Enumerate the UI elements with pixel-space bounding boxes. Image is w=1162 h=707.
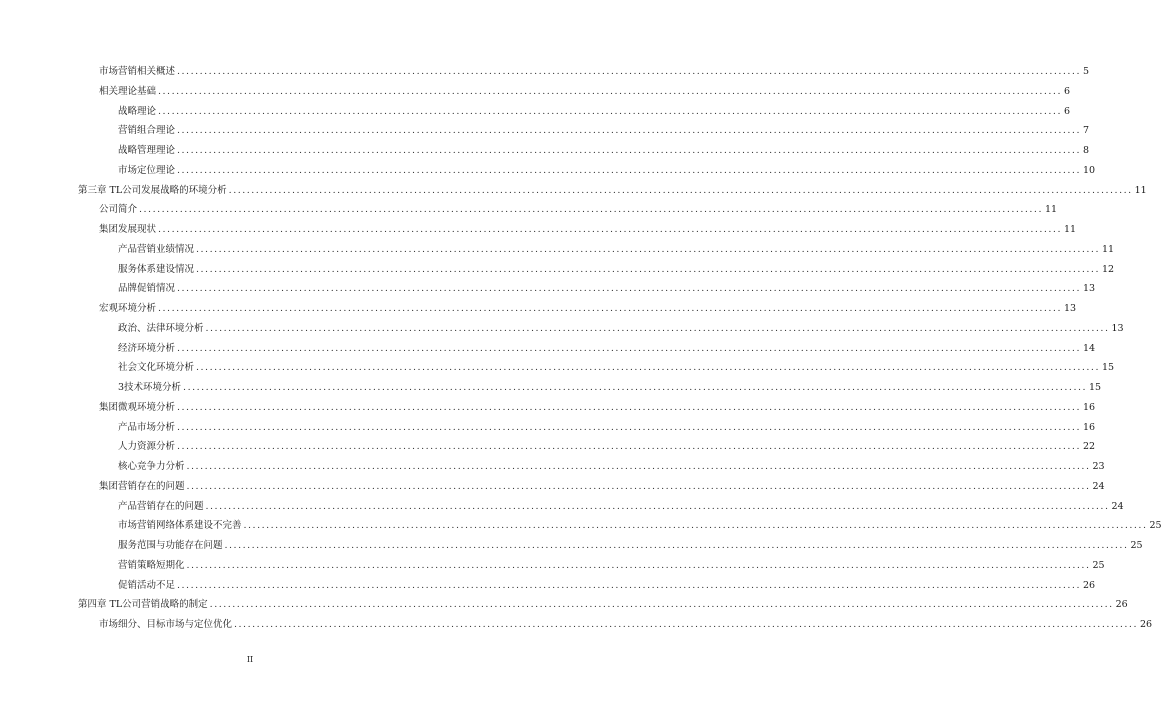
toc-entry[interactable] bbox=[0, 378, 1102, 398]
toc-entry-title: 政治、法律环境分析 bbox=[118, 322, 204, 334]
toc-entry[interactable] bbox=[0, 121, 1090, 141]
toc-leader-dots: ........................................................................................................................................................................................................ bbox=[186, 480, 1091, 492]
toc-entry-page: 25 bbox=[1149, 520, 1162, 532]
toc-entry-page: 12 bbox=[1101, 263, 1115, 275]
toc-leader-dots: ........................................................................................................................................................................................................ bbox=[158, 303, 1062, 315]
toc-entry-page: 7 bbox=[1082, 125, 1090, 137]
toc-entry-title: 宏观环境分析 bbox=[99, 303, 157, 315]
toc-entry-page: 14 bbox=[1082, 342, 1096, 354]
toc-entry[interactable] bbox=[0, 457, 1105, 477]
toc-leader-dots: ........................................................................................................................................................................................................ bbox=[177, 145, 1081, 157]
toc-entry-title: 战略理论 bbox=[118, 105, 157, 117]
toc-entry-page: 23 bbox=[1092, 461, 1105, 473]
toc-leader-dots: ........................................................................................................................................................................................................ bbox=[209, 599, 1114, 611]
toc-entry[interactable] bbox=[0, 141, 1090, 161]
toc-entry-title: 3技术环境分析 bbox=[118, 382, 182, 394]
toc-entry-page: 25 bbox=[1130, 540, 1143, 552]
toc-entry-page: 26 bbox=[1139, 619, 1153, 631]
toc-entry[interactable] bbox=[0, 62, 1090, 82]
toc-leader-dots: ........................................................................................................................................................................................................ bbox=[243, 520, 1148, 532]
toc-entry-title: 集团微观环境分析 bbox=[99, 401, 176, 413]
toc-leader-dots: ........................................................................................................................................................................................................ bbox=[158, 85, 1062, 97]
toc-entry-page: 16 bbox=[1082, 401, 1096, 413]
toc-entry[interactable] bbox=[0, 358, 1115, 378]
toc-entry-title: 市场定位理论 bbox=[118, 164, 176, 176]
toc-entry-title: 产品营销存在的问题 bbox=[118, 500, 204, 512]
toc-leader-dots: ........................................................................................................................................................................................................ bbox=[186, 559, 1091, 571]
page-number: II bbox=[246, 655, 254, 664]
toc-leader-dots: ........................................................................................................................................................................................................ bbox=[158, 224, 1062, 236]
toc-entry-page: 26 bbox=[1082, 579, 1096, 591]
toc-entry[interactable] bbox=[0, 556, 1105, 576]
toc-entry-title: 集团发展现状 bbox=[99, 224, 157, 236]
toc-leader-dots: ........................................................................................................................................................................................................ bbox=[177, 66, 1081, 78]
toc-entry[interactable] bbox=[0, 82, 1071, 102]
toc-entry-page: 15 bbox=[1089, 382, 1102, 394]
toc-entry-title: 人力资源分析 bbox=[118, 441, 176, 453]
toc-entry-page: 13 bbox=[1082, 283, 1096, 295]
toc-leader-dots: ........................................................................................................................................................................................................ bbox=[224, 540, 1129, 552]
toc-leader-dots: ........................................................................................................................................................................................................ bbox=[228, 184, 1133, 196]
toc-entry-page: 24 bbox=[1092, 480, 1105, 492]
toc-leader-dots: ........................................................................................................................................................................................................ bbox=[177, 421, 1081, 433]
toc-entry[interactable] bbox=[0, 339, 1096, 359]
toc-entry-title: 核心竞争力分析 bbox=[118, 461, 185, 473]
toc-leader-dots: ........................................................................................................................................................................................................ bbox=[186, 461, 1091, 473]
toc-entry-title: 服务体系建设情况 bbox=[118, 263, 195, 275]
toc-entry[interactable] bbox=[0, 240, 1115, 260]
toc-entry[interactable] bbox=[0, 437, 1096, 457]
toc-entry-page: 5 bbox=[1082, 66, 1090, 78]
toc-entry-title: 战略管理理论 bbox=[118, 145, 176, 157]
toc-entry-title: 营销策略短期化 bbox=[118, 559, 185, 571]
toc-leader-dots: ........................................................................................................................................................................................................ bbox=[177, 579, 1081, 591]
toc-entry-title: 市场细分、目标市场与定位优化 bbox=[99, 619, 233, 631]
toc-leader-dots: ........................................................................................................................................................................................................ bbox=[234, 619, 1138, 631]
toc-leader-dots: ........................................................................................................................................................................................................ bbox=[177, 441, 1081, 453]
toc-entry-page: 6 bbox=[1063, 105, 1071, 117]
toc-entry-title: 营销组合理论 bbox=[118, 125, 176, 137]
toc-entry[interactable] bbox=[0, 477, 1105, 497]
toc-leader-dots: ........................................................................................................................................................................................................ bbox=[177, 164, 1081, 176]
toc-leader-dots: ........................................................................................................................................................................................................ bbox=[177, 342, 1081, 354]
toc-entry-page: 11 bbox=[1044, 204, 1058, 216]
toc-entry-title: 社会文化环境分析 bbox=[118, 362, 195, 374]
toc-entry-page: 11 bbox=[1101, 243, 1115, 255]
toc-entry-title: 服务范围与功能存在问题 bbox=[118, 540, 223, 552]
toc-entry-page: 13 bbox=[1063, 303, 1077, 315]
toc-entry-title: 集团营销存在的问题 bbox=[99, 480, 185, 492]
toc-entry-page: 11 bbox=[1134, 184, 1147, 196]
toc-entry[interactable] bbox=[0, 615, 1153, 635]
toc-leader-dots: ........................................................................................................................................................................................................ bbox=[196, 263, 1100, 275]
toc-entry-page: 24 bbox=[1111, 500, 1124, 512]
toc-entry[interactable] bbox=[0, 398, 1096, 418]
toc-entry-title: 品牌促销情况 bbox=[118, 283, 176, 295]
toc-entry-page: 16 bbox=[1082, 421, 1096, 433]
toc-entry-title: 市场营销相关概述 bbox=[99, 66, 176, 78]
toc-entry[interactable] bbox=[0, 576, 1096, 596]
toc-entry[interactable] bbox=[0, 595, 1128, 615]
toc-leader-dots: ........................................................................................................................................................................................................ bbox=[205, 322, 1110, 334]
toc-entry-title: 公司简介 bbox=[99, 204, 138, 216]
toc-entry[interactable] bbox=[0, 181, 1147, 201]
toc-entry-page: 13 bbox=[1111, 322, 1124, 334]
toc-entry[interactable] bbox=[0, 200, 1058, 220]
toc-entry-page: 8 bbox=[1082, 145, 1090, 157]
toc-entry-page: 25 bbox=[1092, 559, 1105, 571]
toc-leader-dots: ........................................................................................................................................................................................................ bbox=[177, 401, 1081, 413]
toc-leader-dots: ........................................................................................................................................................................................................ bbox=[177, 125, 1081, 137]
toc-entry-title: 经济环境分析 bbox=[118, 342, 176, 354]
toc-entry-title: 第三章 TL公司发展战略的环境分析 bbox=[78, 184, 227, 196]
toc-leader-dots: ........................................................................................................................................................................................................ bbox=[158, 105, 1062, 117]
toc-entry-title: 产品营销业绩情况 bbox=[118, 243, 195, 255]
toc-entry-page: 6 bbox=[1063, 85, 1071, 97]
toc-entry-page: 11 bbox=[1063, 224, 1077, 236]
toc-leader-dots: ........................................................................................................................................................................................................ bbox=[196, 243, 1100, 255]
toc-entry-page: 10 bbox=[1082, 164, 1096, 176]
toc-entry[interactable] bbox=[0, 220, 1077, 240]
toc-entry[interactable] bbox=[0, 497, 1124, 517]
table-of-contents bbox=[0, 62, 1162, 635]
toc-entry[interactable] bbox=[0, 418, 1096, 438]
toc-entry[interactable] bbox=[0, 536, 1143, 556]
toc-entry-page: 15 bbox=[1101, 362, 1115, 374]
toc-leader-dots: ........................................................................................................................................................................................................ bbox=[139, 204, 1043, 216]
toc-entry[interactable] bbox=[0, 260, 1115, 280]
toc-entry-page: 22 bbox=[1082, 441, 1096, 453]
toc-entry-title: 产品市场分析 bbox=[118, 421, 176, 433]
toc-entry-title: 市场营销网络体系建设不完善 bbox=[118, 520, 242, 532]
toc-entry[interactable] bbox=[0, 161, 1096, 181]
toc-entry[interactable] bbox=[0, 299, 1077, 319]
toc-entry[interactable] bbox=[0, 279, 1096, 299]
toc-leader-dots: ........................................................................................................................................................................................................ bbox=[196, 362, 1100, 374]
toc-leader-dots: ........................................................................................................................................................................................................ bbox=[177, 283, 1081, 295]
toc-entry-page: 26 bbox=[1115, 599, 1128, 611]
toc-entry-title: 促销活动不足 bbox=[118, 579, 176, 591]
toc-leader-dots: ........................................................................................................................................................................................................ bbox=[205, 500, 1110, 512]
toc-entry[interactable] bbox=[0, 516, 1162, 536]
toc-entry[interactable] bbox=[0, 319, 1124, 339]
toc-entry[interactable] bbox=[0, 102, 1071, 122]
toc-entry-title: 相关理论基础 bbox=[99, 85, 157, 97]
toc-leader-dots: ........................................................................................................................................................................................................ bbox=[183, 382, 1088, 394]
toc-entry-title: 第四章 TL公司营销战略的制定 bbox=[78, 599, 208, 611]
